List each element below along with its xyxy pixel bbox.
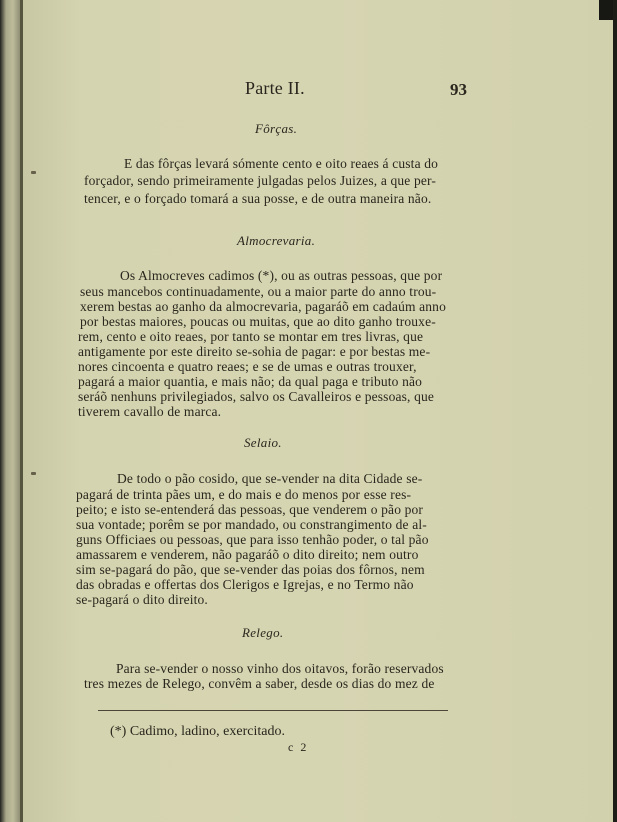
paragraph-line: seráõ nenhuns privilegiados, salvo os Cavalleiros e pessoas, que (78, 389, 435, 404)
section-title-almocrevaria: Almocrevaria. (237, 233, 316, 248)
paragraph-line: por bestas maiores, poucas ou muitas, que ao dito ganho trouxe- (80, 314, 436, 329)
paragraph-line: tres mezes de Relego, convêm a saber, desde os dias do mez de (84, 676, 435, 691)
paragraph-line: seus mancebos continuadamente, ou a maior parte do anno trou- (80, 284, 437, 299)
page-corner-shadow (599, 0, 613, 20)
paragraph-line: tiverem cavallo de marca. (78, 404, 222, 419)
signature-mark: c 2 (288, 740, 309, 754)
paragraph-line: E das fôrças levará sómente cento e oito reaes á custa do (124, 156, 439, 171)
footnote-rule (98, 710, 448, 711)
footnote: (*) Cadimo, ladino, exercitado. (110, 724, 285, 739)
book-gutter (0, 0, 20, 822)
margin-mark (31, 171, 36, 174)
paragraph-line: guns Officiaes ou pessoas, que para isso tenhão poder, o tal pão (76, 532, 429, 547)
paragraph-line: xerem bestas ao ganho da almocrevaria, pagaráõ em cadaúm anno (80, 299, 446, 314)
paragraph-line: peito; e isto se-entenderá das pessoas, que venderem o pão por (76, 502, 424, 517)
paragraph-line: Os Almocreves cadimos (*), ou as outras pessoas, que por (120, 268, 443, 283)
running-title: Parte II. (245, 78, 305, 98)
paragraph-line: rem, cento e oito reaes, por tanto se montar em tres livras, que (78, 329, 424, 344)
paragraph-line: forçador, sendo primeiramente julgadas pelos Juizes, a que per- (84, 173, 437, 188)
section-title-relego: Relego. (242, 625, 284, 640)
paragraph-line: amassarem e venderem, não pagaráõ o dito direito; nem outro (76, 547, 419, 562)
paragraph-line: tencer, e o forçado tomará a sua posse, e de outra maneira não. (84, 191, 432, 206)
paragraph-line: antigamente por este direito se-sohia de pagar: e por bestas me- (78, 344, 431, 359)
paragraph-line: se-pagará o dito direito. (76, 592, 208, 607)
paragraph-line: sua vontade; porêm se por mandado, ou constrangimento de al- (76, 517, 427, 532)
paragraph-line: De todo o pão cosido, que se-vender na dita Cidade se- (117, 471, 423, 486)
paragraph-line: das obradas e offertas dos Clerigos e Igrejas, e no Termo não (76, 577, 414, 592)
paragraph-line: pagará de trinta pães um, e do mais e do menos por esse res- (76, 487, 412, 502)
running-header (245, 78, 485, 102)
paragraph-line: nores cincoenta e quatro reaes; e se de umas e outras trouxer, (78, 359, 417, 374)
paragraph-line: sim se-pagará do pão, que se-vender das poias dos fôrnos, nem (76, 562, 425, 577)
paragraph-line: pagará a maior quantia, e mais não; da qual paga e tributo não (78, 374, 423, 389)
section-title-selaio: Selaio. (244, 435, 282, 450)
margin-mark (31, 472, 36, 475)
paragraph-line: Para se-vender o nosso vinho dos oitavos, forão reservados (116, 661, 444, 676)
section-title-forcas: Fôrças. (255, 121, 298, 136)
page-number: 93 (450, 80, 467, 99)
